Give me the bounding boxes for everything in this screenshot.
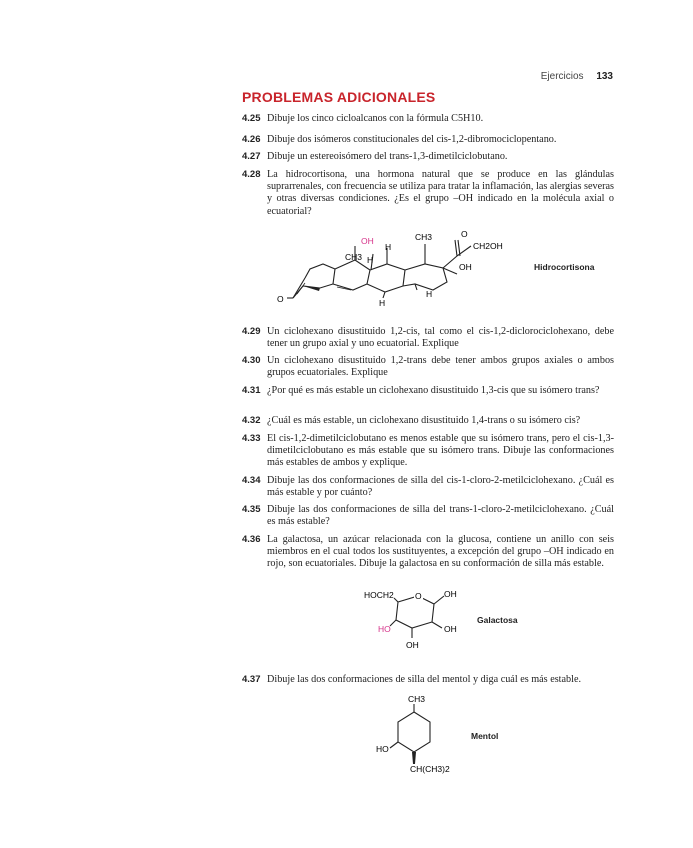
axial-ho-label: HO bbox=[378, 624, 391, 634]
problem-text: La galactosa, un azúcar relacionada con la glucosa, contiene un anillo con seis miembros en el cual todos los sustituyentes, a excepción del grupo –OH indicado en rojo, son ecuatoriales. Dibuje la galactosa en su conformación de silla más estable. bbox=[267, 534, 614, 570]
problem-number: 4.37 bbox=[242, 674, 261, 685]
problem-number: 4.33 bbox=[242, 433, 261, 444]
problem-text: Un ciclohexano disustituido 1,2-trans debe tener ambos grupos axiales o ambos grupos ecuatoriales. Explique bbox=[267, 355, 614, 379]
methyl-label: CH3 bbox=[415, 232, 433, 242]
problem-text: ¿Cuál es más estable, un ciclohexano disustituido 1,4-trans o su isómero cis? bbox=[267, 415, 581, 426]
keto-oxygen-label: O bbox=[277, 294, 284, 304]
problem-4-30 bbox=[242, 355, 614, 379]
problem-number: 4.29 bbox=[242, 326, 261, 337]
problem-4-36 bbox=[242, 534, 614, 571]
problem-4-26 bbox=[242, 134, 614, 146]
header-section: Ejercicios bbox=[540, 71, 584, 82]
problem-4-28 bbox=[242, 169, 614, 218]
problem-number: 4.35 bbox=[242, 504, 261, 515]
problem-text: Dibuje un estereoisómero del trans-1,3-dimetilciclobutano. bbox=[267, 151, 508, 162]
problem-text: Dibuje las dos conformaciones de silla del mentol y diga cuál es más estable. bbox=[267, 674, 582, 685]
problem-number: 4.31 bbox=[242, 385, 261, 396]
hydroxyl-label: HO bbox=[376, 744, 389, 754]
problem-4-33 bbox=[242, 433, 614, 470]
hydroxyl-label: OH bbox=[406, 640, 419, 650]
hydroxyl-label: OH bbox=[444, 624, 457, 634]
page-number: 133 bbox=[596, 71, 613, 82]
carbonyl-oxygen-label: O bbox=[461, 229, 468, 239]
problem-number: 4.26 bbox=[242, 134, 261, 145]
hydroxyl-label: OH bbox=[459, 262, 472, 272]
menthol-structure bbox=[372, 692, 462, 774]
problem-4-35 bbox=[242, 504, 614, 528]
methyl-label: CH3 bbox=[345, 252, 363, 262]
problem-text: ¿Por qué es más estable un ciclohexano disustituido 1,3-cis que su isómero trans? bbox=[267, 385, 600, 396]
problem-4-25 bbox=[242, 113, 614, 125]
problem-number: 4.27 bbox=[242, 151, 261, 162]
problem-text: El cis-1,2-dimetilciclobutano es menos estable que su isómero trans, pero el cis-1,3-dimetilciclobutano es más estable que su isómero trans. Dibuje las conformaciones más estables de ambos y explique. bbox=[267, 433, 614, 469]
problem-4-37 bbox=[242, 674, 614, 686]
problem-4-34 bbox=[242, 475, 614, 499]
section-title: PROBLEMAS ADICIONALES bbox=[242, 89, 436, 105]
hydrocortisone-structure bbox=[275, 226, 535, 310]
isopropyl-label: CH(CH3)2 bbox=[410, 764, 450, 774]
problem-text: Un ciclohexano disustituido 1,2-cis, tal como el cis-1,2-diclorociclohexano, debe tener un grupo axial y uno ecuatorial. Explique bbox=[267, 326, 614, 350]
hydrocortisone-caption: Hidrocortisona bbox=[534, 262, 595, 272]
problem-4-27 bbox=[242, 151, 614, 163]
running-header bbox=[541, 71, 613, 82]
ch2oh-label: CH2OH bbox=[473, 241, 503, 251]
methyl-label: CH3 bbox=[408, 694, 426, 704]
problem-4-31 bbox=[242, 385, 614, 397]
problem-text: Dibuje las dos conformaciones de silla del cis-1-cloro-2-metilciclohexano. ¿Cuál es más estable y por cuánto? bbox=[267, 475, 614, 499]
hydroxyl-label: OH bbox=[444, 589, 457, 599]
problem-4-32 bbox=[242, 415, 614, 427]
problem-number: 4.32 bbox=[242, 415, 261, 426]
problem-number: 4.28 bbox=[242, 169, 261, 180]
problem-text: Dibuje los cinco cicloalcanos con la fórmula C5H10. bbox=[267, 113, 484, 124]
ring-oxygen-label: O bbox=[415, 591, 422, 601]
hydrogen-label: H bbox=[367, 255, 374, 265]
galactose-structure bbox=[360, 586, 470, 656]
problem-number: 4.34 bbox=[242, 475, 261, 486]
hydrogen-label: H bbox=[385, 242, 392, 252]
problem-text: Dibuje dos isómeros constitucionales del cis-1,2-dibromociclopentano. bbox=[267, 134, 557, 145]
problem-text: La hidrocortisona, una hormona natural que se produce en las glándulas suprarrenales, con frecuencia se utiliza para tratar la inflamación, las alergias severas y otras diversas condiciones. ¿Es el grupo –OH indicado en la molécula axial o ecuatorial? bbox=[267, 169, 614, 217]
problem-number: 4.25 bbox=[242, 113, 261, 124]
problem-4-29 bbox=[242, 326, 614, 350]
hoch2-label: HOCH2 bbox=[364, 590, 394, 600]
hydrogen-label: H bbox=[426, 289, 433, 299]
galactose-caption: Galactosa bbox=[477, 615, 518, 625]
problem-text: Dibuje las dos conformaciones de silla del trans-1-cloro-2-metilciclohexano. ¿Cuál es más estable? bbox=[267, 504, 614, 528]
problem-number: 4.30 bbox=[242, 355, 261, 366]
problem-number: 4.36 bbox=[242, 534, 261, 545]
menthol-caption: Mentol bbox=[471, 731, 499, 741]
hydrogen-label: H bbox=[379, 298, 386, 308]
axial-oh-label: OH bbox=[361, 236, 374, 246]
